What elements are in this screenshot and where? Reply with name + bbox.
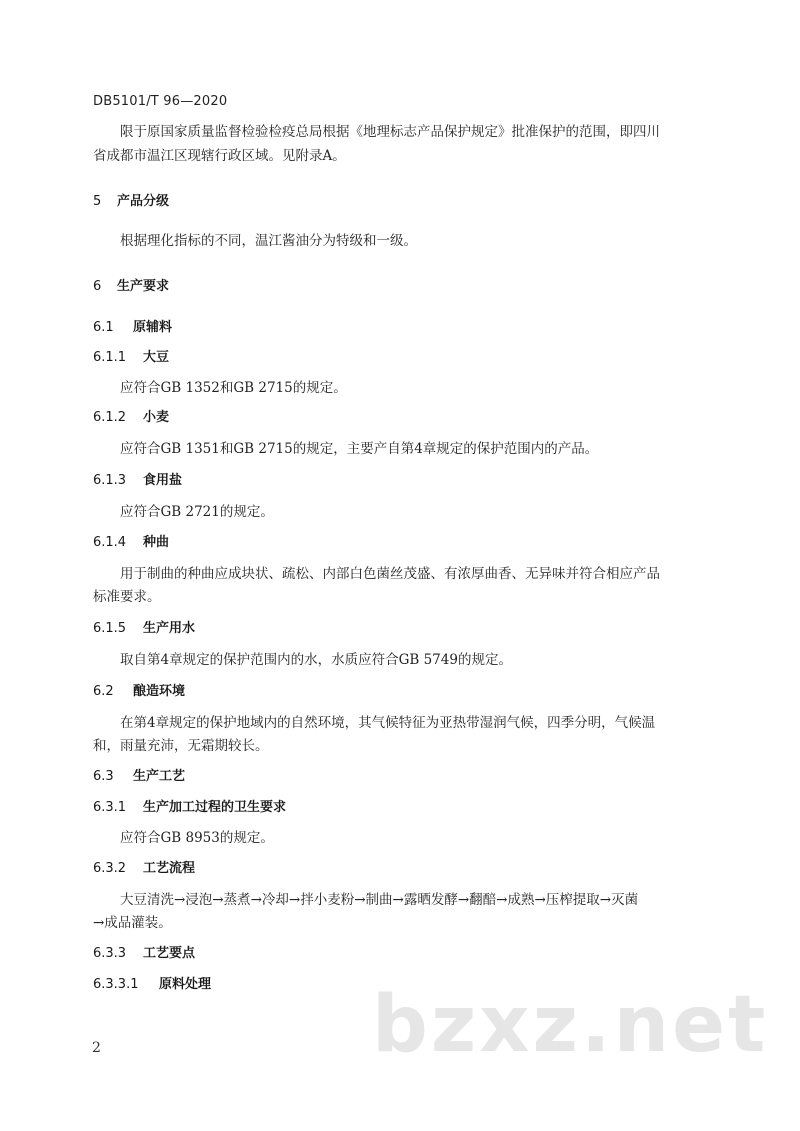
section-6-3-heading [93, 765, 185, 784]
section-5-text: 根据理化指标的不同，温江酱油分为特级和一级。 [120, 233, 417, 249]
section-number: 5 [93, 194, 102, 209]
section-title: 原料处理 [159, 977, 212, 992]
section-number: 6.3.2 [93, 861, 127, 876]
section-6-1-5-text: 取自第4章规定的保护范围内的水，水质应符合GB 5749的规定。 [120, 652, 512, 668]
section-6-1-4-text-line-2: 标准要求。 [93, 589, 161, 605]
section-6-1-4-heading [93, 531, 169, 550]
section-number: 6.3.3 [93, 946, 127, 961]
section-6-3-2-heading [93, 857, 195, 876]
section-title: 大豆 [143, 350, 170, 365]
section-title: 工艺流程 [143, 861, 196, 876]
section-5-heading [93, 190, 169, 209]
section-6-2-heading [93, 680, 185, 699]
section-title: 种曲 [143, 535, 170, 550]
section-6-3-1-text: 应符合GB 8953的规定。 [120, 830, 274, 846]
section-number: 6.3.3.1 [93, 977, 139, 992]
section-number: 6.1.1 [93, 350, 127, 365]
intro-text-line-2: 省成都市温江区现辖行政区域。见附录A。 [93, 148, 346, 164]
section-number: 6.1 [93, 320, 114, 335]
section-6-1-3-heading [93, 469, 182, 488]
section-title: 工艺要点 [143, 946, 196, 961]
section-6-3-3-1-heading [93, 973, 211, 992]
section-title: 生产要求 [117, 279, 170, 294]
section-title: 小麦 [143, 410, 170, 425]
section-title: 产品分级 [117, 194, 170, 209]
document-code: DB5101/T 96—2020 [93, 94, 228, 109]
section-6-1-1-text: 应符合GB 1352和GB 2715的规定。 [120, 380, 347, 396]
section-number: 6.1.5 [93, 621, 127, 636]
intro-text-line-1: 限于原国家质量监督检验检疫总局根据《地理标志产品保护规定》批准保护的范围，即四川 [120, 124, 660, 140]
section-6-1-3-text: 应符合GB 2721的规定。 [120, 504, 274, 520]
section-number: 6.1.4 [93, 535, 127, 550]
section-title: 生产工艺 [133, 769, 186, 784]
section-title: 酿造环境 [133, 684, 186, 699]
section-6-3-3-heading [93, 942, 195, 961]
section-6-3-1-heading [93, 796, 286, 815]
section-6-heading [93, 275, 169, 294]
section-title: 生产加工过程的卫生要求 [143, 800, 287, 815]
section-6-3-2-text-line-1: 大豆清洗→浸泡→蒸煮→冷却→拌小麦粉→制曲→露晒发酵→翻醅→成熟→压榨提取→灭菌 [120, 892, 639, 908]
section-title: 生产用水 [143, 621, 196, 636]
section-6-1-2-text: 应符合GB 1351和GB 2715的规定，主要产自第4章规定的保护范围内的产品。 [120, 441, 599, 457]
section-number: 6.3.1 [93, 800, 127, 815]
page-number: 2 [92, 1040, 101, 1056]
section-6-2-text-line-1: 在第4章规定的保护地域内的自然环境，其气候特征为亚热带湿润气候，四季分明，气候温 [120, 715, 656, 731]
section-number: 6.1.3 [93, 473, 127, 488]
section-title: 食用盐 [143, 473, 183, 488]
section-6-1-1-heading [93, 346, 169, 365]
section-6-3-2-text-line-2: →成品灌装。 [93, 915, 172, 931]
section-6-1-4-text-line-1: 用于制曲的种曲应成块状、疏松、内部白色菌丝茂盛、有浓厚曲香、无异味并符合相应产品 [120, 566, 660, 582]
section-6-1-2-heading [93, 406, 169, 425]
section-6-1-heading [93, 316, 172, 335]
watermark: bzxz.net [372, 980, 769, 1070]
section-6-2-text-line-2: 和，雨量充沛，无霜期较长。 [93, 738, 269, 754]
section-title: 原辅料 [133, 320, 173, 335]
section-number: 6.1.2 [93, 410, 127, 425]
section-6-1-5-heading [93, 617, 195, 636]
section-number: 6.2 [93, 684, 114, 699]
section-number: 6.3 [93, 769, 114, 784]
section-number: 6 [93, 279, 102, 294]
